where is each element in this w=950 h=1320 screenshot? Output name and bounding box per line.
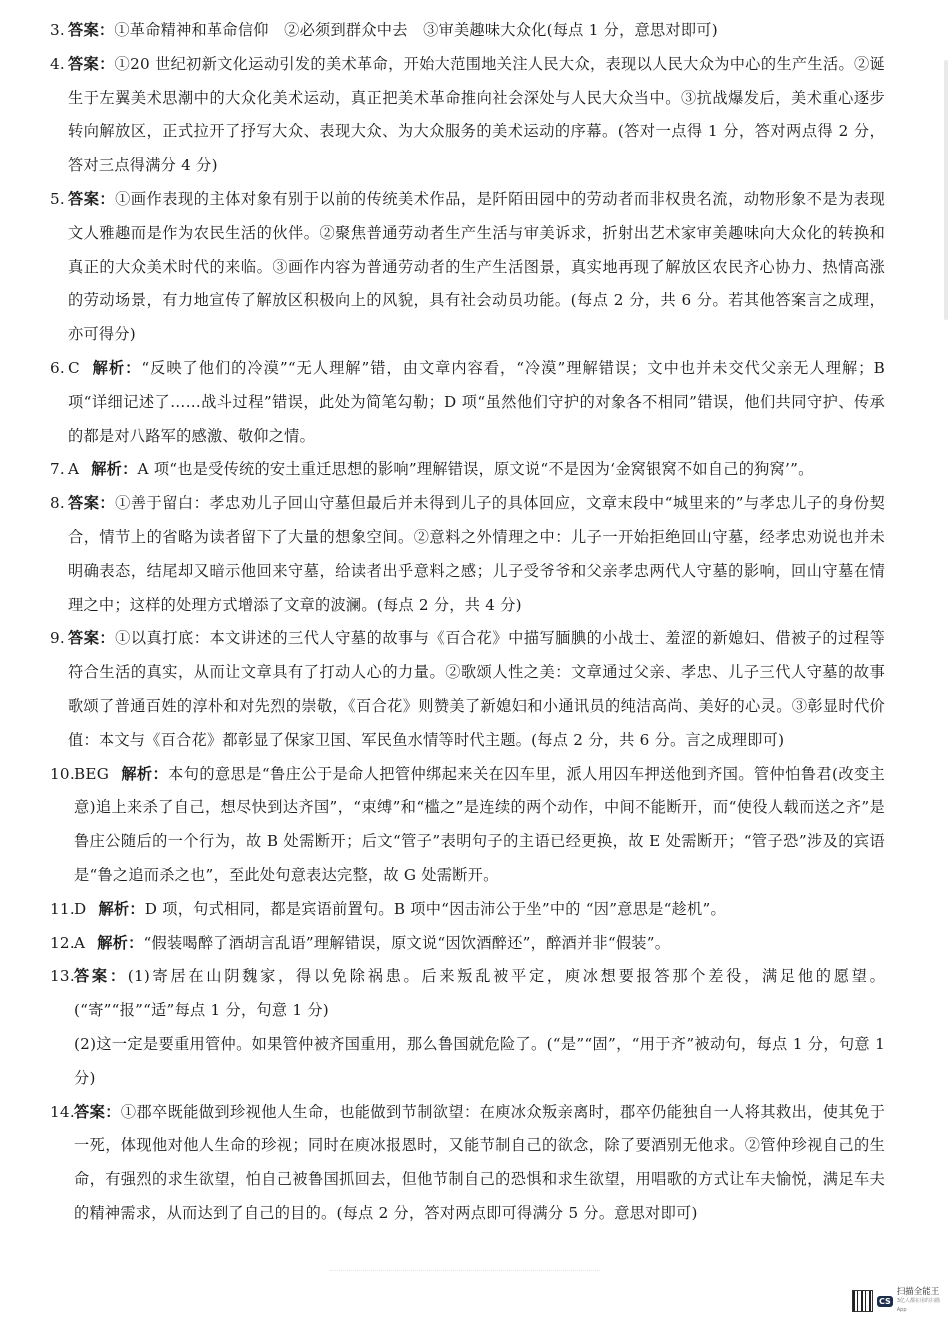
- answer-tag: 答案：: [68, 54, 115, 73]
- answer-text-part-2: (2)这一定是要重用管仲。如果管仲被齐国重用，那么鲁国就危险了。(“是”“固”，“用于齐”被动句，每点 1 分，句意 1 分): [74, 1034, 885, 1087]
- choice-answer: BEG: [74, 764, 110, 783]
- watermark-tagline: 3亿人都在用的扫描App: [896, 1297, 940, 1313]
- answer-tag: 答案：: [68, 629, 116, 648]
- answer-item-13: [50, 960, 885, 1095]
- page-edge-shadow: [944, 60, 948, 320]
- analysis-text: A 项“也是受传统的安土重迁思想的影响”理解错误，原文说“不是因为‘金窝银窝不如自己的狗窝’”。: [137, 460, 814, 479]
- answer-item-11: [50, 893, 885, 927]
- faint-footer-line: [330, 1270, 600, 1279]
- item-number: 4.: [50, 54, 65, 73]
- analysis-text: “假装喝醉了酒胡言乱语”理解错误，原文说“因饮酒醉还”，醉酒并非“假装”。: [143, 933, 671, 952]
- answer-tag: 答案：: [68, 21, 115, 39]
- scanner-watermark: [852, 1288, 947, 1314]
- camscanner-logo-icon: CS: [878, 1296, 891, 1306]
- answer-item-10: [50, 758, 885, 893]
- watermark-app-name: 扫描全能王: [896, 1286, 940, 1297]
- item-number: 8.: [50, 494, 65, 513]
- answer-item-4: [50, 48, 885, 183]
- analysis-tag: 解析：: [91, 358, 142, 377]
- item-number: 11.: [50, 899, 75, 918]
- analysis-tag: 解析：: [121, 764, 169, 783]
- choice-answer: D: [74, 899, 87, 918]
- answer-text: ①革命精神和革命信仰 ②必须到群众中去 ③审美趣味大众化(每点 1 分，意思对即可): [114, 21, 718, 39]
- watermark-text: [897, 1288, 947, 1315]
- item-number: 13.: [50, 967, 75, 986]
- analysis-text: 本句的意思是“鲁庄公于是命人把管仲绑起来关在囚车里，派人用囚车押送他到齐国。管仲怕鲁君(改变主意)追上来杀了自己，想尽快到达齐国”，“束缚”和“槛之”是连续的两个动作，中间不能断开，而“使役人载而送之齐”是鲁庄公随后的一个行为，故 B 处需断开；后文“管子”表明句子的主语已经更换，故 E 处需断开；“管子恐”涉及的宾语是“鲁之追而杀之也”，至此处句意表达完整，故 G 处需断开。: [74, 764, 885, 884]
- answer-item-14: [50, 1096, 885, 1231]
- analysis-tag: 解析：: [97, 933, 144, 952]
- answer-tag: 答案：: [74, 967, 128, 986]
- item-number: 6.: [50, 358, 65, 377]
- choice-answer: C: [68, 358, 80, 377]
- item-number: 3.: [50, 21, 65, 39]
- item-number: 7.: [50, 460, 65, 479]
- choice-answer: A: [74, 933, 86, 952]
- answer-list: [50, 14, 885, 1231]
- answer-item-6: [50, 352, 885, 453]
- answer-item-9: [50, 622, 885, 757]
- answer-text: ①善于留白：孝忠劝儿子回山守墓但最后并未得到儿子的具体回应，文章末段中“城里来的”与孝忠儿子的身份契合，情节上的省略为读者留下了大量的想象空间。②意料之外情理之中：儿子一开始拒绝回山守墓，经孝忠劝说也并未明确表态，结尾却又暗示他回来守墓，给读者出乎意料之感；儿子受爷爷和父亲孝忠两代人守墓的影响，回山守墓在情理之中；这样的处理方式增添了文章的波澜。(每点 2 分，共 4 分): [68, 494, 886, 614]
- item-number: 14.: [50, 1102, 75, 1121]
- item-number: 10.: [50, 764, 75, 783]
- answer-item-3: [50, 14, 885, 48]
- answer-item-12: [50, 927, 885, 961]
- answer-item-5: [50, 183, 885, 352]
- answer-tag: 答案：: [68, 189, 116, 208]
- analysis-tag: 解析：: [98, 899, 145, 918]
- answer-tag: 答案：: [74, 1102, 121, 1121]
- analysis-text: D 项，句式相同，都是宾语前置句。B 项中“因击沛公于坐”中的 “因”意思是“趁机”。: [144, 899, 726, 918]
- item-number: 5.: [50, 189, 65, 208]
- answer-text: ①郡卒既能做到珍视他人生命，也能做到节制欲望：在庾冰众叛亲离时，郡卒仍能独自一人将其救出，使其免于一死，体现他对他人生命的珍视；同时在庾冰报恩时，又能节制自己的欲念，除了要酒别无他求。②管仲珍视自己的生命，有强烈的求生欲望，怕自己被鲁国抓回去，但他节制自己的恐惧和求生欲望，用唱歌的方式让车夫愉悦，满足车夫的精神需求，从而达到了自己的目的。(每点 2 分，答对两点即可得满分 5 分。意思对即可): [74, 1102, 886, 1222]
- answer-text: ①画作表现的主体对象有别于以前的传统美术作品，是阡陌田园中的劳动者而非权贵名流，动物形象不是为表现文人雅趣而是作为农民生活的伙伴。②聚焦普通劳动者生产生活与审美诉求，折射出艺术家审美趣味向大众化的转换和真正的大众美术时代的来临。③画作内容为普通劳动者的生产生活图景，真实地再现了解放区农民齐心协力、热情高涨的劳动场景，有力地宣传了解放区积极向上的风貌，具有社会动员功能。(每点 2 分，共 6 分。若其他答案言之成理，亦可得分): [68, 189, 886, 344]
- choice-answer: A: [68, 460, 80, 479]
- item-number: 12.: [50, 933, 75, 952]
- answer-text: ①以真打底：本文讲述的三代人守墓的故事与《百合花》中描写腼腆的小战士、羞涩的新媳妇、借被子的过程等符合生活的真实，从而让文章具有了打动人心的力量。②歌颂人性之美：文章通过父亲、孝忠、儿子三代人守墓的故事歌颂了普通百姓的淳朴和对先烈的崇敬，《百合花》则赞美了新媳妇和小通讯员的纯洁高尚、美好的心灵。③彰显时代价值：本文与《百合花》都彰显了保家卫国、军民鱼水情等时代主题。(每点 2 分，共 6 分。言之成理即可): [68, 629, 886, 749]
- item-number: 9.: [50, 629, 65, 648]
- answer-item-7: [50, 453, 885, 487]
- qr-code-icon: [852, 1290, 873, 1312]
- answer-item-8: [50, 487, 885, 622]
- answer-text-part-1: (1)寄居在山阴魏家，得以免除祸患。后来叛乱被平定，庾冰想要报答那个差役，满足他的愿望。(“寄”“报”“适”每点 1 分，句意 1 分): [74, 967, 886, 1020]
- answer-tag: 答案：: [68, 494, 116, 513]
- analysis-tag: 解析：: [91, 460, 138, 479]
- analysis-text: “反映了他们的冷漠”“无人理解”错，由文章内容看，“冷漠”理解错误；文中也并未交代父亲无人理解；B 项“详细记述了……战斗过程”错误，此处为简笔勾勒；D 项“虽然他们守护的对象各不相同”错误，他们共同守护、传承的都是对八路军的感激、敬仰之情。: [68, 358, 886, 445]
- answer-text: ①20 世纪初新文化运动引发的美术革命，开始大范围地关注人民大众，表现以人民大众为中心的生产生活。②诞生于左翼美术思潮中的大众化美术运动，真正把美术革命推向社会深处与人民大众当中。③抗战爆发后，美术重心逐步转向解放区，正式拉开了抒写大众、表现大众、为大众服务的美术运动的序幕。(答对一点得 1 分，答对两点得 2 分，答对三点得满分 4 分): [68, 54, 885, 175]
